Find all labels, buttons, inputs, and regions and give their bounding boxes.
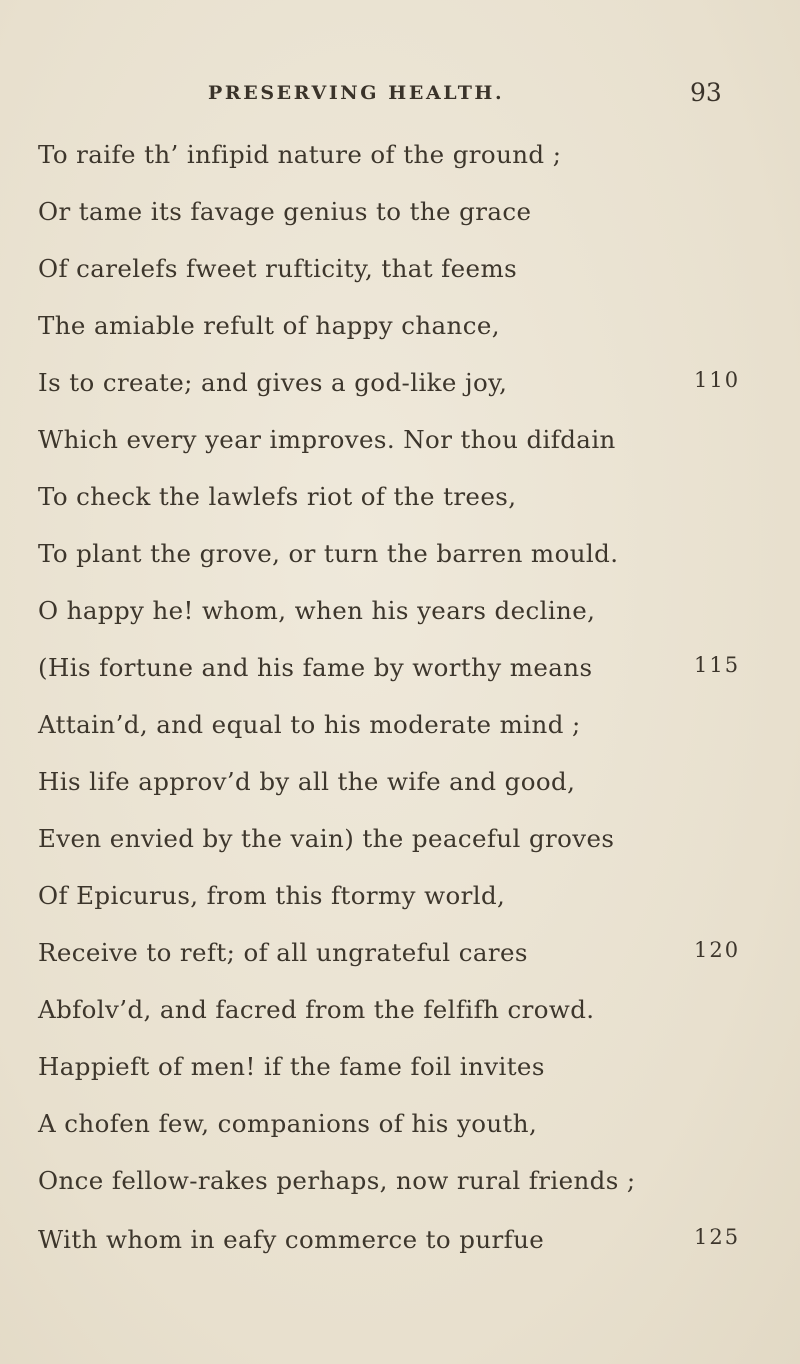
poem-line xyxy=(0,767,800,813)
poem-line xyxy=(0,311,800,357)
poem-line xyxy=(0,539,800,585)
line-text: Of carelefs fweet rufticity, that feems xyxy=(38,254,518,283)
poem-line xyxy=(0,653,800,699)
poem-line xyxy=(0,368,800,414)
line-text: Of Epicurus, from this ftormy world, xyxy=(38,881,506,910)
poem-line xyxy=(0,1225,800,1271)
poem-line xyxy=(0,938,800,984)
line-text: A chofen few, companions of his youth, xyxy=(38,1109,538,1138)
line-text: Receive to reft; of all ungrateful cares xyxy=(38,938,528,967)
poem-line xyxy=(0,995,800,1041)
poem-line xyxy=(0,1166,800,1212)
line-text: Abfolv’d, and facred from the felfifh crowd. xyxy=(38,995,595,1024)
poem-line xyxy=(0,197,800,243)
poem-line xyxy=(0,710,800,756)
line-text: Happieft of men! if the fame foil invites xyxy=(38,1052,545,1081)
line-text: To plant the grove, or turn the barren mould. xyxy=(38,539,619,568)
poem-line xyxy=(0,140,800,186)
poem-line xyxy=(0,1052,800,1098)
line-text: His life approv’d by all the wife and good, xyxy=(38,767,576,796)
line-text: Or tame its favage genius to the grace xyxy=(38,197,532,226)
line-text: To check the lawlefs riot of the trees, xyxy=(38,482,517,511)
poem-line xyxy=(0,425,800,471)
line-text: The amiable refult of happy chance, xyxy=(38,311,500,340)
line-number: 125 xyxy=(694,1225,741,1249)
line-text: Attain’d, and equal to his moderate mind ; xyxy=(38,710,581,739)
page-number: 93 xyxy=(690,78,722,107)
line-text: Is to create; and gives a god-like joy, xyxy=(38,368,508,397)
line-text: To raife th’ infipid nature of the ground ; xyxy=(38,140,562,169)
line-text: (His fortune and his fame by worthy means xyxy=(38,653,593,682)
poem-line xyxy=(0,482,800,528)
line-number: 115 xyxy=(694,653,741,677)
poem-line xyxy=(0,254,800,300)
line-text: Even envied by the vain) the peaceful groves xyxy=(38,824,615,853)
poem-line xyxy=(0,596,800,642)
line-number: 120 xyxy=(694,938,741,962)
running-title: PRESERVING HEALTH. xyxy=(208,82,505,104)
poem-line xyxy=(0,1109,800,1155)
line-number: 110 xyxy=(694,368,741,392)
line-text: O happy he! whom, when his years decline, xyxy=(38,596,596,625)
line-text: Once fellow-rakes perhaps, now rural friends ; xyxy=(38,1166,636,1195)
poem-line xyxy=(0,881,800,927)
poem-line xyxy=(0,824,800,870)
line-text: With whom in eafy commerce to purfue xyxy=(38,1225,545,1254)
line-text: Which every year improves. Nor thou difdain xyxy=(38,425,616,454)
